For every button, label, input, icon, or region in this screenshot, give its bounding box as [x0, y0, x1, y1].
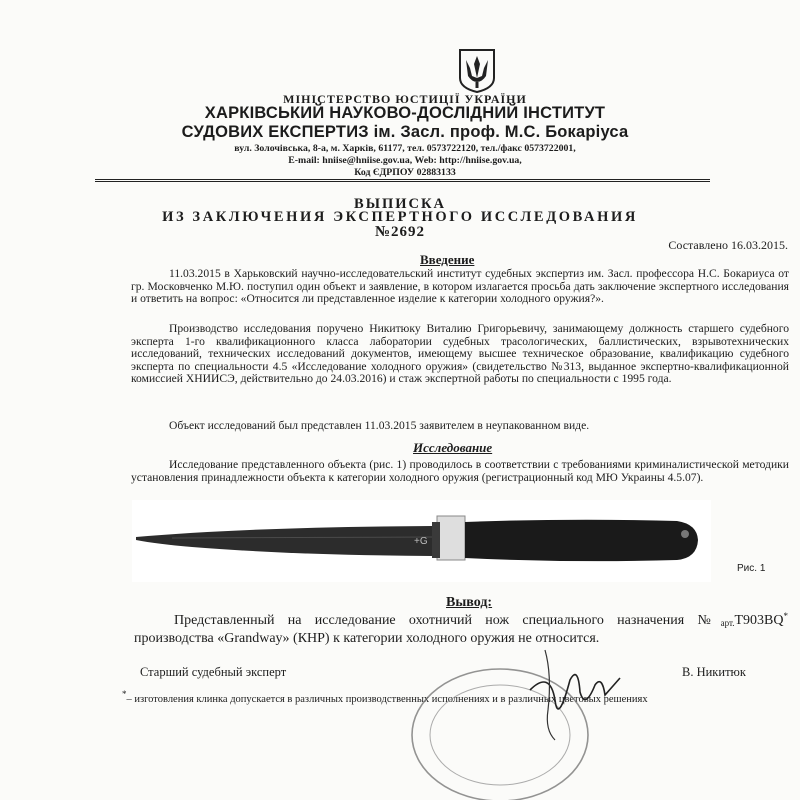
ministry-name: МІНІСТЕРСТВО ЮСТИЦІЇ УКРАЇНИ — [283, 92, 527, 106]
header-divider — [95, 179, 710, 180]
official-stamp-icon — [380, 630, 640, 800]
intro-heading: Введение — [420, 252, 475, 267]
study-heading: Исследование — [413, 440, 493, 455]
document-title: ВЫПИСКА — [354, 196, 446, 212]
intro-paragraph-2: Производство исследования поручено Никитюку Виталию Григорьевичу, занимающему должность старшего судебного эксперта 1-го квалификационного класса лаборатории судебных трасологических, баллистических, взрывотехнических исследований, технических исследований документов, имеющему высшее техническое образование, квалификацию судебного эксперта по специальности 4.5 «Исследование холодного оружия» (свидетельство №313, выданное экспертно-квалификационной комиссией ХНИИСЭ, действительно до 24.03.2016) и стаж экспертной работы по специальности с 1995 года. — [131, 322, 789, 386]
institute-name-line1: ХАРКІВСЬКИЙ НАУКОВО-ДОСЛІДНИЙ ІНСТИТУТ — [204, 104, 606, 122]
knife-handle — [465, 520, 698, 561]
knife-photo — [132, 500, 711, 582]
figure-label: Рис. 1 — [737, 563, 766, 574]
institute-address: вул. Золочівська, 8-а, м. Харків, 61177, тел. 0573722120, тел./факс 0573722001, — [234, 143, 576, 154]
expert-name: В. Никитюк — [682, 665, 746, 679]
intro-paragraph-3: Объект исследований был представлен 11.03.2015 заявителем в неупакованном виде. — [169, 419, 590, 432]
intro-paragraph-1: 11.03.2015 в Харьковский научно-исследовательский институт судебных экспертиз им. Засл. профессора Н.С. Бокариуса от гр. Московченко М.Ю. поступил один объект и заявление, в котором излагается просьба дать заключение экспертного исследования и ответить на вопрос: «Относится ли представленное изделие к категории холодного оружия?». — [131, 267, 789, 306]
conclusion-heading: Вывод: — [446, 595, 493, 610]
institute-name-line2: СУДОВИХ ЕКСПЕРТИЗ ім. Засл. проф. М.С. Бокаріуса — [181, 123, 629, 141]
institute-edrpou: Код ЄДРПОУ 02883133 — [354, 167, 456, 178]
document-number: №2692 — [374, 224, 426, 240]
expert-position: Старший судебный эксперт — [140, 665, 287, 679]
knife-mark: +G — [414, 536, 428, 547]
trident-emblem-icon — [452, 48, 502, 94]
footnote: *– изготовления клинка допускается в различных производственных исполнениях и в различных цветовых решениях — [122, 689, 648, 705]
header-divider-2 — [95, 181, 710, 182]
knife-guard — [437, 516, 465, 560]
study-paragraph: Исследование представленного объекта (рис. 1) проводилось в соответствии с требованиями криминалистической методики установления принадлежности объекта к категории холодного оружия (регистрационный код МЮ Украины 4.5.07). — [131, 458, 789, 484]
document-subtitle: ИЗ ЗАКЛЮЧЕНИЯ ЭКСПЕРТНОГО ИССЛЕДОВАНИЯ — [162, 209, 638, 225]
institute-email-web: E-mail: hniise@hniise.gov.ua, Web: http://hniise.gov.ua, — [288, 155, 522, 166]
conclusion-text: Представленный на исследование охотничий нож специального назначения $№_{арт.}T903BQ^*$ производства «Grandway» (КНР) к категории холодного оружия не относится. — [134, 611, 788, 646]
compiled-date: Составлено 16.03.2015. — [668, 238, 788, 252]
